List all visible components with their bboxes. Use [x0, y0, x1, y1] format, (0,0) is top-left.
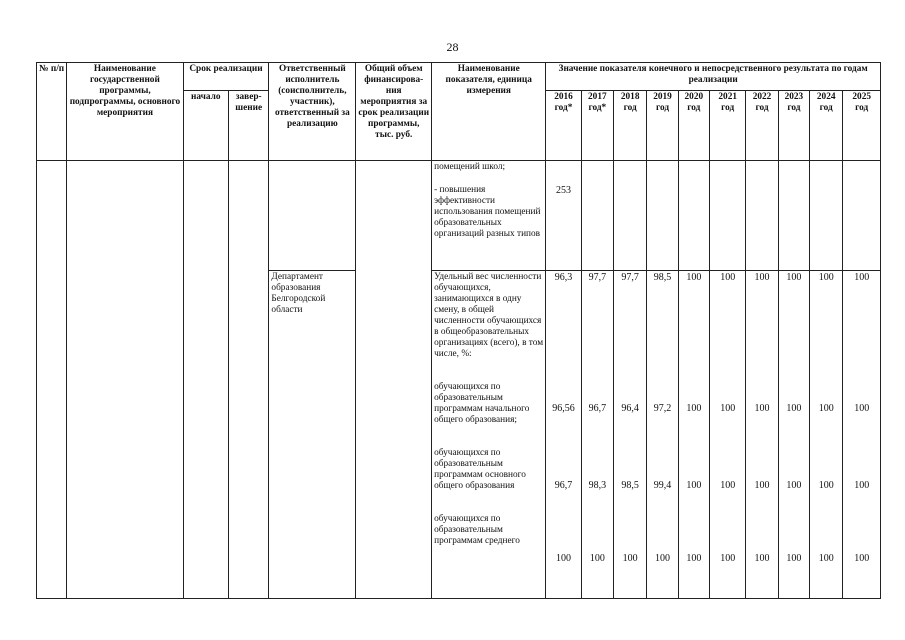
value-text: 100: [786, 553, 802, 564]
header-program-name: Наименование государственной программы, подпрограммы, основного мероприятия: [67, 63, 183, 161]
value-cell: [647, 271, 678, 599]
value-text: 100: [555, 553, 571, 564]
value-text: 100: [754, 403, 770, 414]
value-text: 100: [786, 403, 802, 414]
header-year: 2021 год: [710, 91, 746, 161]
row-financing-cell: [356, 161, 432, 599]
value-text: 96,3: [554, 272, 573, 283]
table-row: [37, 161, 881, 271]
header-start: начало: [183, 91, 228, 161]
value-text: 100: [622, 553, 638, 564]
value-text: 100: [720, 272, 736, 283]
value-text: 100: [854, 553, 870, 564]
header-num: № п/п: [37, 63, 67, 161]
indicators-table: [36, 62, 881, 599]
value-text: 100: [754, 553, 770, 564]
value-cell: [614, 161, 647, 271]
value-text: 98,5: [653, 272, 672, 283]
row-indicator-cell: [432, 271, 546, 599]
value-text: 98,3: [588, 480, 607, 491]
value-text: 97,7: [621, 272, 639, 283]
value-cell: [678, 161, 709, 271]
value-cell: [810, 161, 843, 271]
value-cell: [746, 271, 778, 599]
value-text: 96,7: [554, 480, 573, 491]
value-text: 100: [720, 480, 736, 491]
value-text: 97,7: [588, 272, 607, 283]
value-text: 100: [854, 272, 870, 283]
value-cell: [546, 271, 581, 599]
header-term: Срок реализации: [183, 63, 269, 91]
value-cell: [614, 271, 647, 599]
value-text: 98,5: [621, 480, 639, 491]
value-cell: [746, 161, 778, 271]
value-text: 96,4: [621, 403, 639, 414]
value-text: 100: [786, 272, 802, 283]
header-year: 2022 год: [746, 91, 778, 161]
value-text: 96,7: [588, 403, 607, 414]
value-text: 100: [655, 553, 670, 564]
value-text: 100: [589, 553, 605, 564]
value-text: 100: [720, 553, 736, 564]
value-cell: [581, 161, 613, 271]
header-values: Значение показателя конечного и непосредственного результата по годам реализации: [546, 63, 881, 91]
header-executor: Ответственный исполнитель (соисполнитель, участник), ответственный за реализацию: [269, 63, 356, 161]
row-executor-cell: Департамент образования Белгородской области: [269, 271, 356, 599]
row-end-cell: [229, 161, 269, 599]
value-text: 99,4: [653, 480, 672, 491]
value-text: 100: [854, 480, 870, 491]
value-text: 100: [818, 403, 834, 414]
value-cell: [581, 271, 613, 599]
value-text: 100: [854, 403, 870, 414]
header-year: 2019 год: [647, 91, 678, 161]
header-year: 2023 год: [778, 91, 809, 161]
value-text: 253: [555, 185, 571, 196]
header-year: 2016 год*: [546, 91, 581, 161]
header-indicator: Наименование показателя, единица измерения: [432, 63, 546, 161]
header-financing: Общий объем финансирова-ния мероприятия за срок реализации программы, тыс. руб.: [356, 63, 432, 161]
value-cell: [710, 161, 746, 271]
value-text: 100: [754, 480, 770, 491]
header-year: 2017 год*: [581, 91, 613, 161]
value-cell: [843, 161, 881, 271]
row-num-cell: [37, 161, 67, 599]
value-text: 100: [818, 480, 834, 491]
value-text: 100: [754, 272, 770, 283]
row-program-cell: [67, 161, 183, 599]
value-cell: [546, 161, 581, 271]
row-start-cell: [183, 161, 228, 599]
value-cell: [647, 161, 678, 271]
value-cell: [678, 271, 709, 599]
header-year: 2025 год: [843, 91, 881, 161]
value-cell: [710, 271, 746, 599]
indicator-text: обучающихся по образовательным программам начального общего образования;: [434, 382, 530, 425]
value-text: 100: [686, 403, 702, 414]
value-text: 100: [818, 272, 834, 283]
value-text: 100: [786, 480, 802, 491]
header-year: 2020 год: [678, 91, 709, 161]
indicator-text: помещений школ;: [434, 162, 506, 172]
value-cell: [778, 161, 809, 271]
indicator-text: обучающихся по образовательным программам основного общего образования: [434, 448, 526, 491]
row-indicator-cell: [432, 161, 546, 271]
value-text: 100: [686, 272, 702, 283]
value-cell: [843, 271, 881, 599]
value-cell: [810, 271, 843, 599]
indicator-text: - повышения эффективности использования помещений образовательных организаций разных типов: [434, 185, 541, 239]
value-text: 97,2: [653, 403, 672, 414]
value-text: 100: [686, 553, 702, 564]
page-number: 28: [446, 40, 459, 54]
indicator-text: Удельный вес численности обучающихся, занимающихся в одну смену, в общей численности обучающихся в общеобразовательных организациях (всего), в том числе, %:: [434, 272, 544, 359]
row-executor-cell: [269, 161, 356, 271]
value-text: 100: [686, 480, 702, 491]
value-text: 100: [818, 553, 834, 564]
value-text: 100: [720, 403, 736, 414]
header-year: 2024 год: [810, 91, 843, 161]
value-cell: [778, 271, 809, 599]
value-text: 96,56: [552, 403, 575, 414]
header-end: завер-шение: [229, 91, 269, 161]
indicator-text: обучающихся по образовательным программам среднего: [434, 514, 520, 546]
header-year: 2018 год: [614, 91, 647, 161]
